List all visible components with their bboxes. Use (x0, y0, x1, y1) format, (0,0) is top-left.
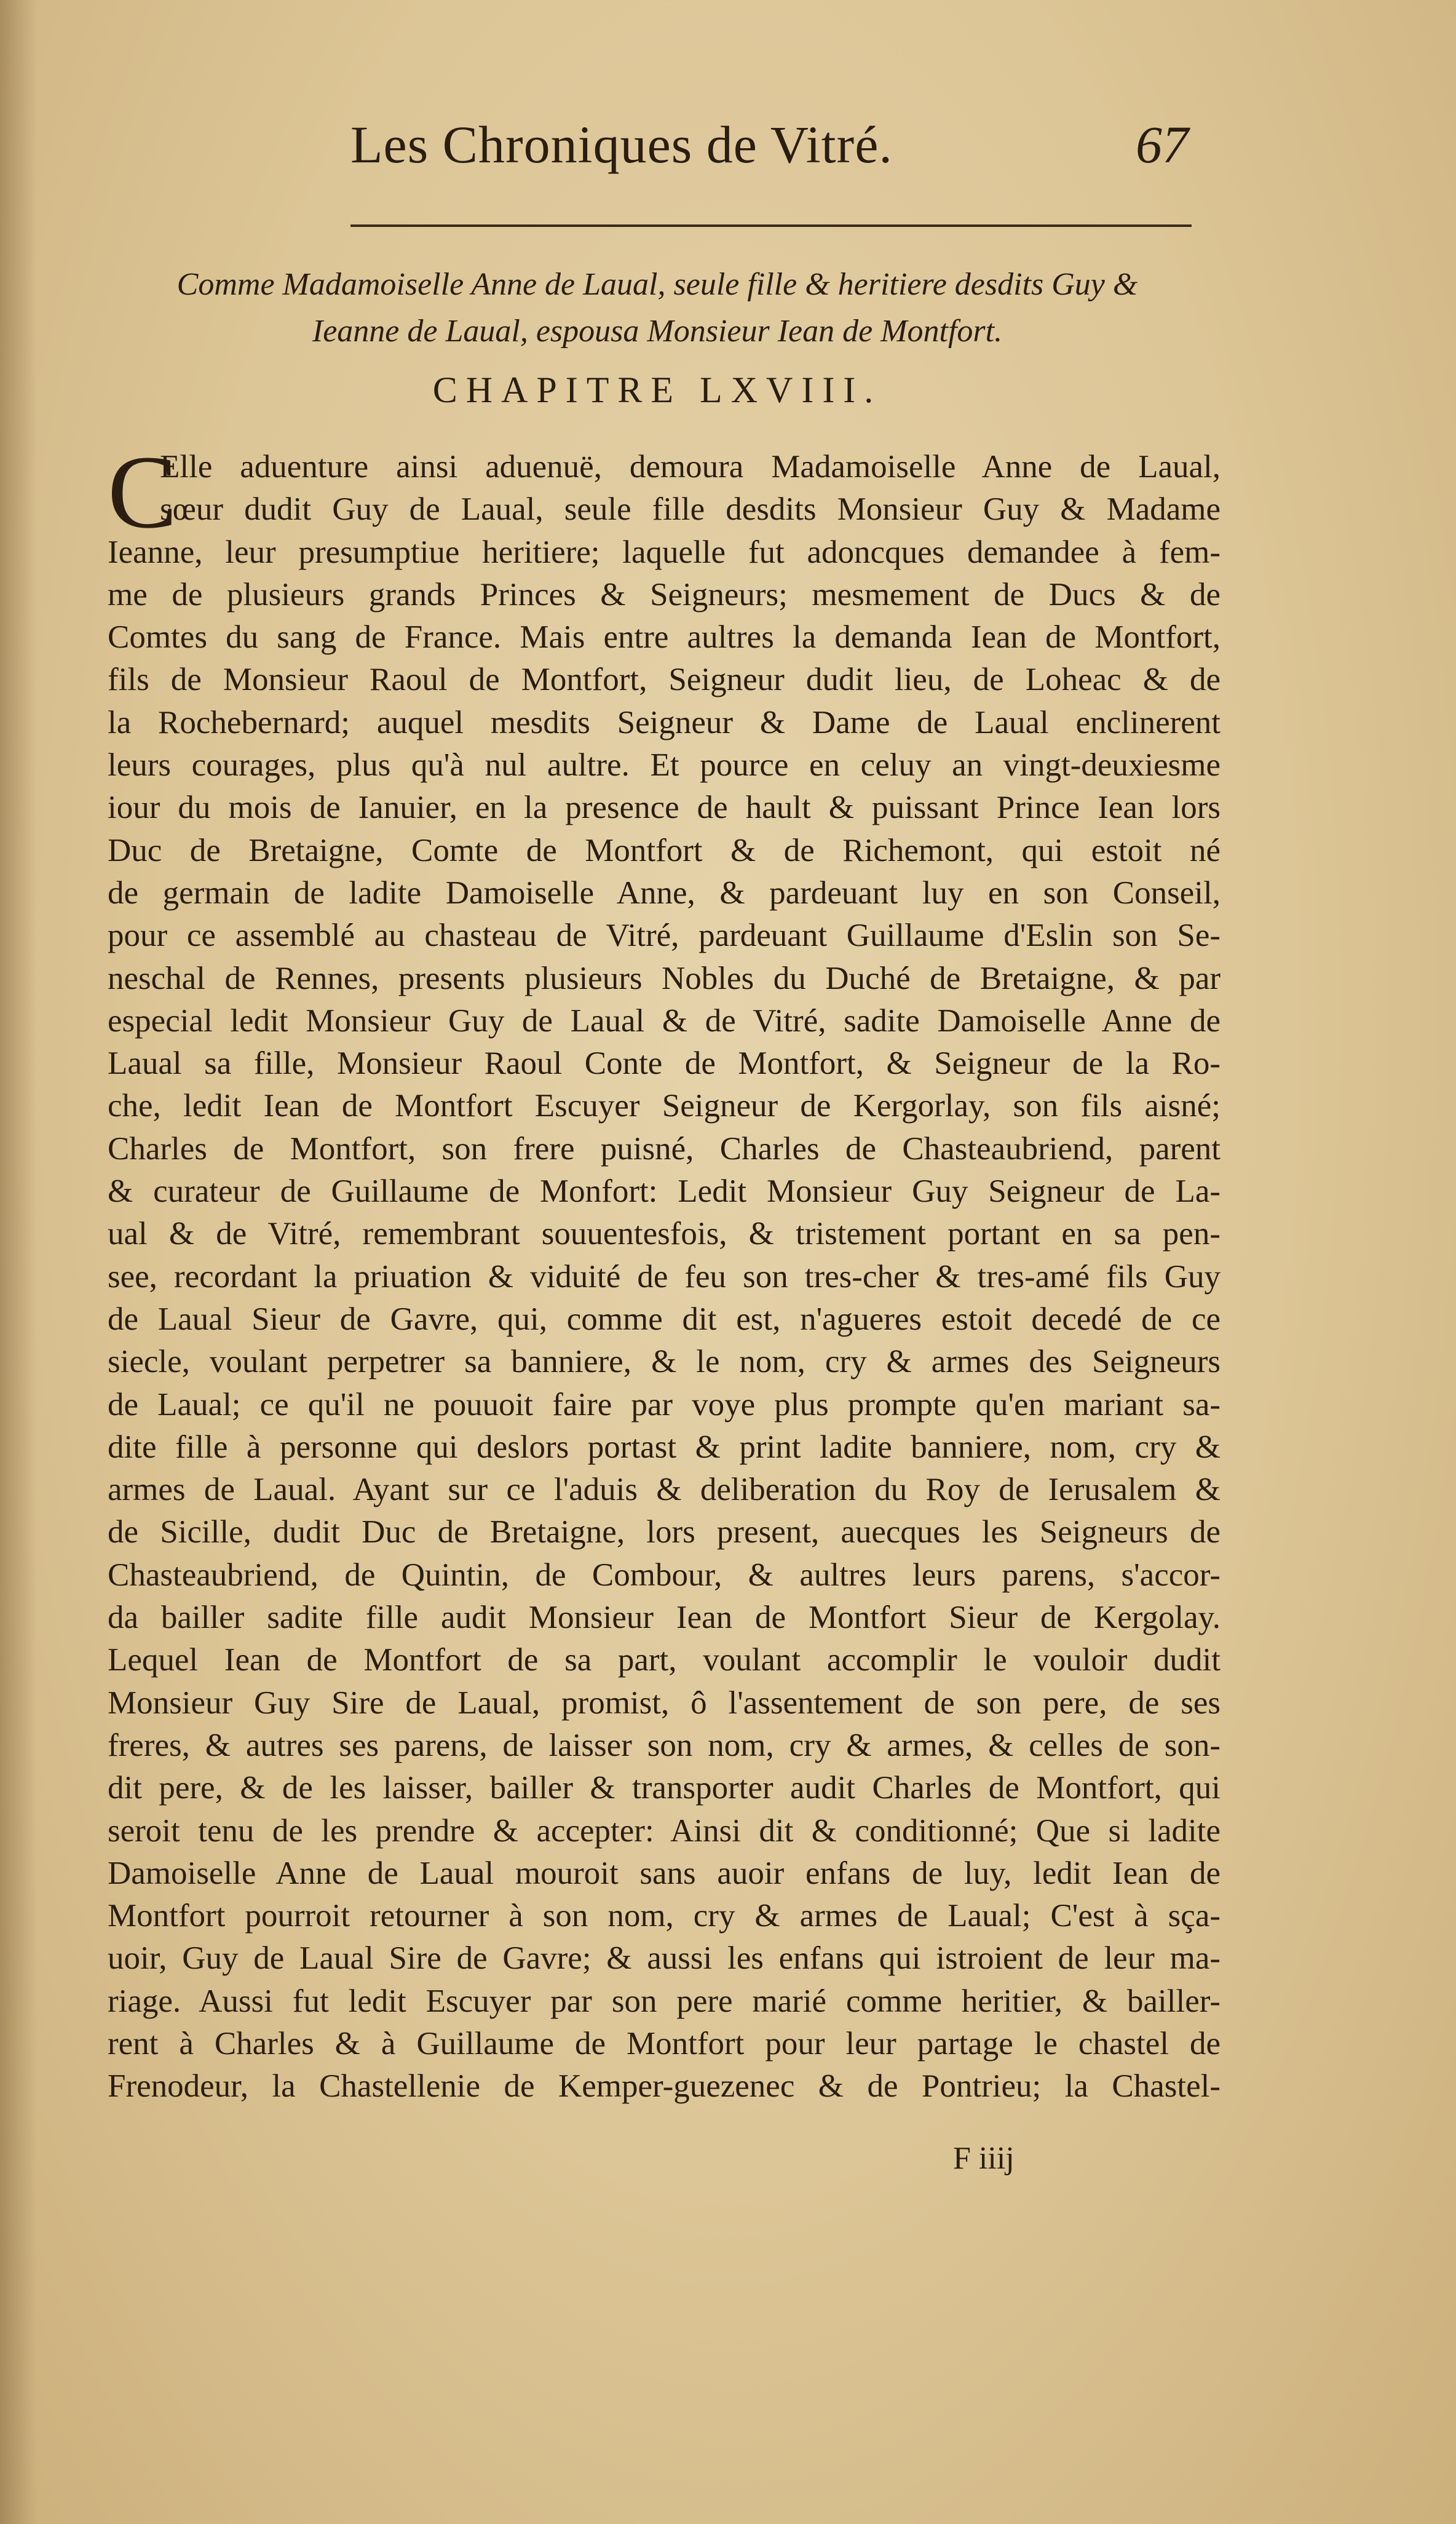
text-line: Chasteaubriend, de Quintin, de Combour, & aultres leurs parens, s'accor- (108, 1557, 1221, 1593)
text-line: iour du mois de Ianuier, en la presence de hault & puissant Prince Iean lors (108, 790, 1221, 826)
page-number: 67 (1136, 115, 1189, 174)
chapter-heading-line-1: Comme Madamoiselle Anne de Laual, seule fille & heritiere desdits Guy & (176, 267, 1138, 302)
body-text (108, 434, 1221, 2108)
text-line: sœur dudit Guy de Laual, seule fille desdits Monsieur Guy & Madame (160, 491, 1221, 528)
header-rule (350, 224, 1192, 227)
text-line: de Sicille, dudit Duc de Bretaigne, lors present, auecques les Seigneurs de (108, 1514, 1221, 1550)
text-line: riage. Aussi fut ledit Escuyer par son pere marié comme heritier, & bailler- (108, 1983, 1221, 2019)
text-line: especial ledit Monsieur Guy de Laual & de Vitré, sadite Damoiselle Anne de (108, 1002, 1221, 1039)
chapter-heading-line-2: Ieanne de Laual, espousa Monsieur Iean de Montfort. (312, 314, 1003, 349)
text-line: me de plusieurs grands Princes & Seigneurs; mesmement de Ducs & de (108, 576, 1221, 613)
chapter-number: CHAPITRE LXVIII. (432, 370, 882, 410)
text-line: Comtes du sang de France. Mais entre aultres la demanda Iean de Montfort, (108, 619, 1221, 656)
text-line: Damoiselle Anne de Laual mouroit sans auoir enfans de luy, ledit Iean de (108, 1855, 1221, 1891)
text-line: armes de Laual. Ayant sur ce l'aduis & deliberation du Roy de Ierusalem & (108, 1472, 1221, 1508)
text-line: Ieanne, leur presumptiue heritiere; laquelle fut adoncques demandee à fem- (108, 534, 1221, 570)
text-line: de Laual; ce qu'il ne pouuoit faire par voye plus prompte qu'en mariant sa- (108, 1386, 1221, 1423)
text-line: neschal de Rennes, presents plusieurs Nobles du Duché de Bretaigne, & par (108, 960, 1221, 996)
text-line: pour ce assemblé au chasteau de Vitré, pardeuant Guillaume d'Eslin son Se- (108, 918, 1221, 954)
text-line: Elle aduenture ainsi aduenuë, demoura Madamoiselle Anne de Laual, (160, 449, 1221, 485)
drop-cap: C (108, 434, 178, 550)
text-line: Charles de Montfort, son frere puisné, Charles de Chasteaubriend, parent (108, 1130, 1221, 1167)
text-line: de germain de ladite Damoiselle Anne, & pardeuant luy en son Conseil, (108, 875, 1221, 911)
text-line: see, recordant la priuation & viduité de feu son tres-cher & tres-amé fils Guy (108, 1258, 1221, 1295)
text-line: rent à Charles & à Guillaume de Montfort pour leur partage le chastel de (108, 2025, 1221, 2062)
text-line: Montfort pourroit retourner à son nom, cry & armes de Laual; C'est à sça- (108, 1898, 1221, 1934)
running-title: Les Chroniques de Vitré. (350, 115, 893, 174)
text-line: la Rochebernard; auquel mesdits Seigneur & Dame de Laual enclinerent (108, 704, 1221, 740)
text-line: da bailler sadite fille audit Monsieur Iean de Montfort Sieur de Kergolay. (108, 1600, 1221, 1636)
text-line: Duc de Bretaigne, Comte de Montfort & de Richemont, qui estoit né (108, 832, 1221, 868)
text-line: seroit tenu de les prendre & accepter: Ainsi dit & conditionné; Que si ladite (108, 1812, 1221, 1849)
text-line: & curateur de Guillaume de Monfort: Ledit Monsieur Guy Seigneur de La- (108, 1173, 1221, 1210)
text-line: dit pere, & de les laisser, bailler & transporter audit Charles de Montfort, qui (108, 1770, 1221, 1806)
text-line: siecle, voulant perpetrer sa banniere, & le nom, cry & armes des Seigneurs (108, 1344, 1221, 1380)
text-line: leurs courages, plus qu'à nul aultre. Et pource en celuy an vingt-deuxiesme (108, 747, 1221, 784)
text-line: fils de Monsieur Raoul de Montfort, Seigneur dudit lieu, de Loheac & de (108, 662, 1221, 698)
text-line: Laual sa fille, Monsieur Raoul Conte de Montfort, & Seigneur de la Ro- (108, 1046, 1221, 1082)
body-lines (108, 434, 1221, 2108)
text-line: Lequel Iean de Montfort de sa part, voulant accomplir le vouloir dudit (108, 1642, 1221, 1678)
text-line: Monsieur Guy Sire de Laual, promist, ô l'assentement de son pere, de ses (108, 1685, 1221, 1721)
text-line: che, ledit Iean de Montfort Escuyer Seigneur de Kergorlay, son fils aisné; (108, 1088, 1221, 1124)
text-line: uoir, Guy de Laual Sire de Gavre; & aussi les enfans qui istroient de leur ma- (108, 1940, 1221, 1977)
text-line: Frenodeur, la Chastellenie de Kemper-guezenec & de Pontrieu; la Chastel- (108, 2068, 1221, 2105)
signature-mark: F iiij (953, 2141, 1015, 2176)
text-line: ual & de Vitré, remembrant souuentesfois, & tristement portant en sa pen- (108, 1216, 1221, 1252)
chapter-heading (92, 261, 1222, 355)
text-line: freres, & autres ses parens, de laisser son nom, cry & armes, & celles de son- (108, 1727, 1221, 1763)
text-line: dite fille à personne qui deslors portast & print ladite banniere, nom, cry & (108, 1429, 1221, 1465)
text-line: de Laual Sieur de Gavre, qui, comme dit est, n'agueres estoit decedé de ce (108, 1301, 1221, 1337)
